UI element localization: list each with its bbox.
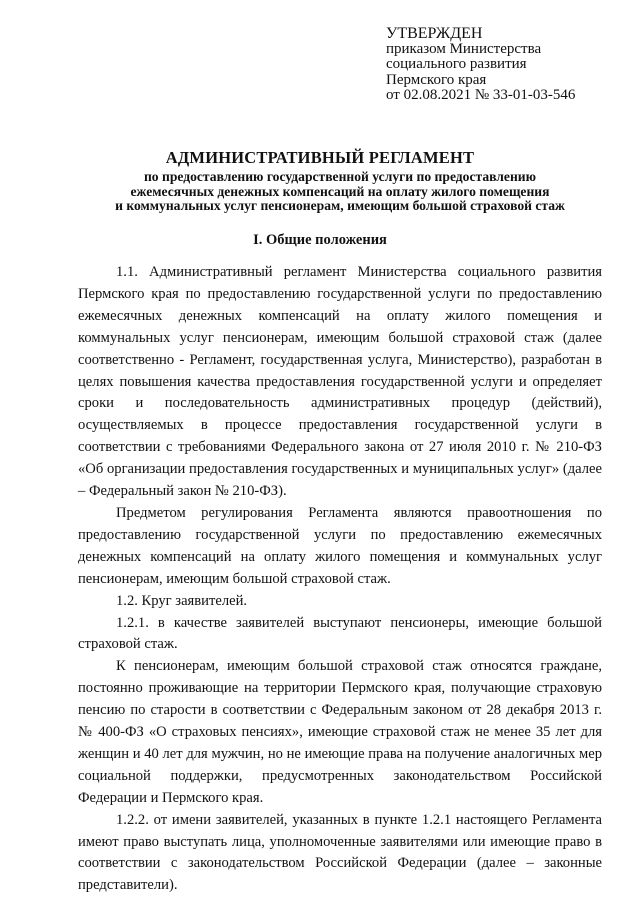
paragraph: 1.1. Административный регламент Министерства социального развития Пермского края по предоставлению государственной услуги по предоставлению ежемесячных денежных компенсаций на оплату жилого помещения и коммунальных услуг пенсионерам, имеющим большой страховой стаж (далее соответственно - Регламент, государственная услуга, Министерство), разработан в целях повышения качества предоставления государственной услуги и определяет сроки и последовательность административных процедур (действий), осуществляемых в процессе предоставления государственной услуги в соответствии с требованиями Федерального закона от 27 июля 2010 г. № 210-ФЗ «Об организации предоставления государственных и муниципальных услуг» (далее – Федеральный закон № 210-ФЗ).	[78, 264, 602, 500]
paragraph: 1.2.1. в качестве заявителей выступают пенсионеры, имеющие большой страховой стаж.	[78, 614, 602, 653]
document-body	[78, 262, 602, 897]
approval-order-number: от 02.08.2021 № 33-01-03-546	[386, 87, 576, 103]
paragraph: К пенсионерам, имеющим большой страховой стаж относятся граждане, постоянно проживающие на территории Пермского края, получающие страховую пенсию по старости в соответствии с Федеральным законом от 28 декабря 2013 г. № 400-ФЗ «О страховых пенсиях», имеющие страховой стаж не менее 35 лет для женщин и 40 лет для мужчин, но не имеющие права на получение аналогичных мер социальной поддержки, предусмотренных законодательством Российской Федерации и Пермского края.	[78, 658, 602, 806]
approval-line: приказом Министерства	[386, 40, 542, 57]
paragraph: Предметом регулирования Регламента являются правоотношения по предоставлению государственной услуги по предоставлению ежемесячных денежных компенсаций на оплату жилого помещения и коммунальных услуг пенсионерам, имеющим большой страховой стаж.	[78, 504, 602, 587]
approval-stamp	[386, 26, 575, 104]
approval-line: социального развития	[386, 56, 527, 72]
subtitle-line: по предоставлению государственной услуги по предоставлению	[143, 169, 537, 184]
subtitle-line: ежемесячных денежных компенсаций на оплату жилого помещения	[130, 183, 550, 199]
approval-heading: УТВЕРЖДЕН	[386, 25, 483, 42]
section-heading: I. Общие положения	[253, 232, 387, 248]
paragraph: 1.2.2. от имени заявителей, указанных в пункте 1.2.1 настоящего Регламента имеют право выступать лица, уполномоченные заявителями или имеющие право в соответствии с законодательством Российской Федерации (далее – законные представители).	[78, 811, 602, 894]
subtitle-line: и коммунальных услуг пенсионерам, имеющим большой страховой стаж	[115, 198, 565, 213]
paragraph: 1.2. Круг заявителей.	[116, 592, 248, 609]
approval-line: Пермского края	[386, 71, 487, 88]
document-title: АДМИНИСТРАТИВНЫЙ РЕГЛАМЕНТ	[165, 148, 475, 167]
document-subtitle	[60, 170, 620, 214]
